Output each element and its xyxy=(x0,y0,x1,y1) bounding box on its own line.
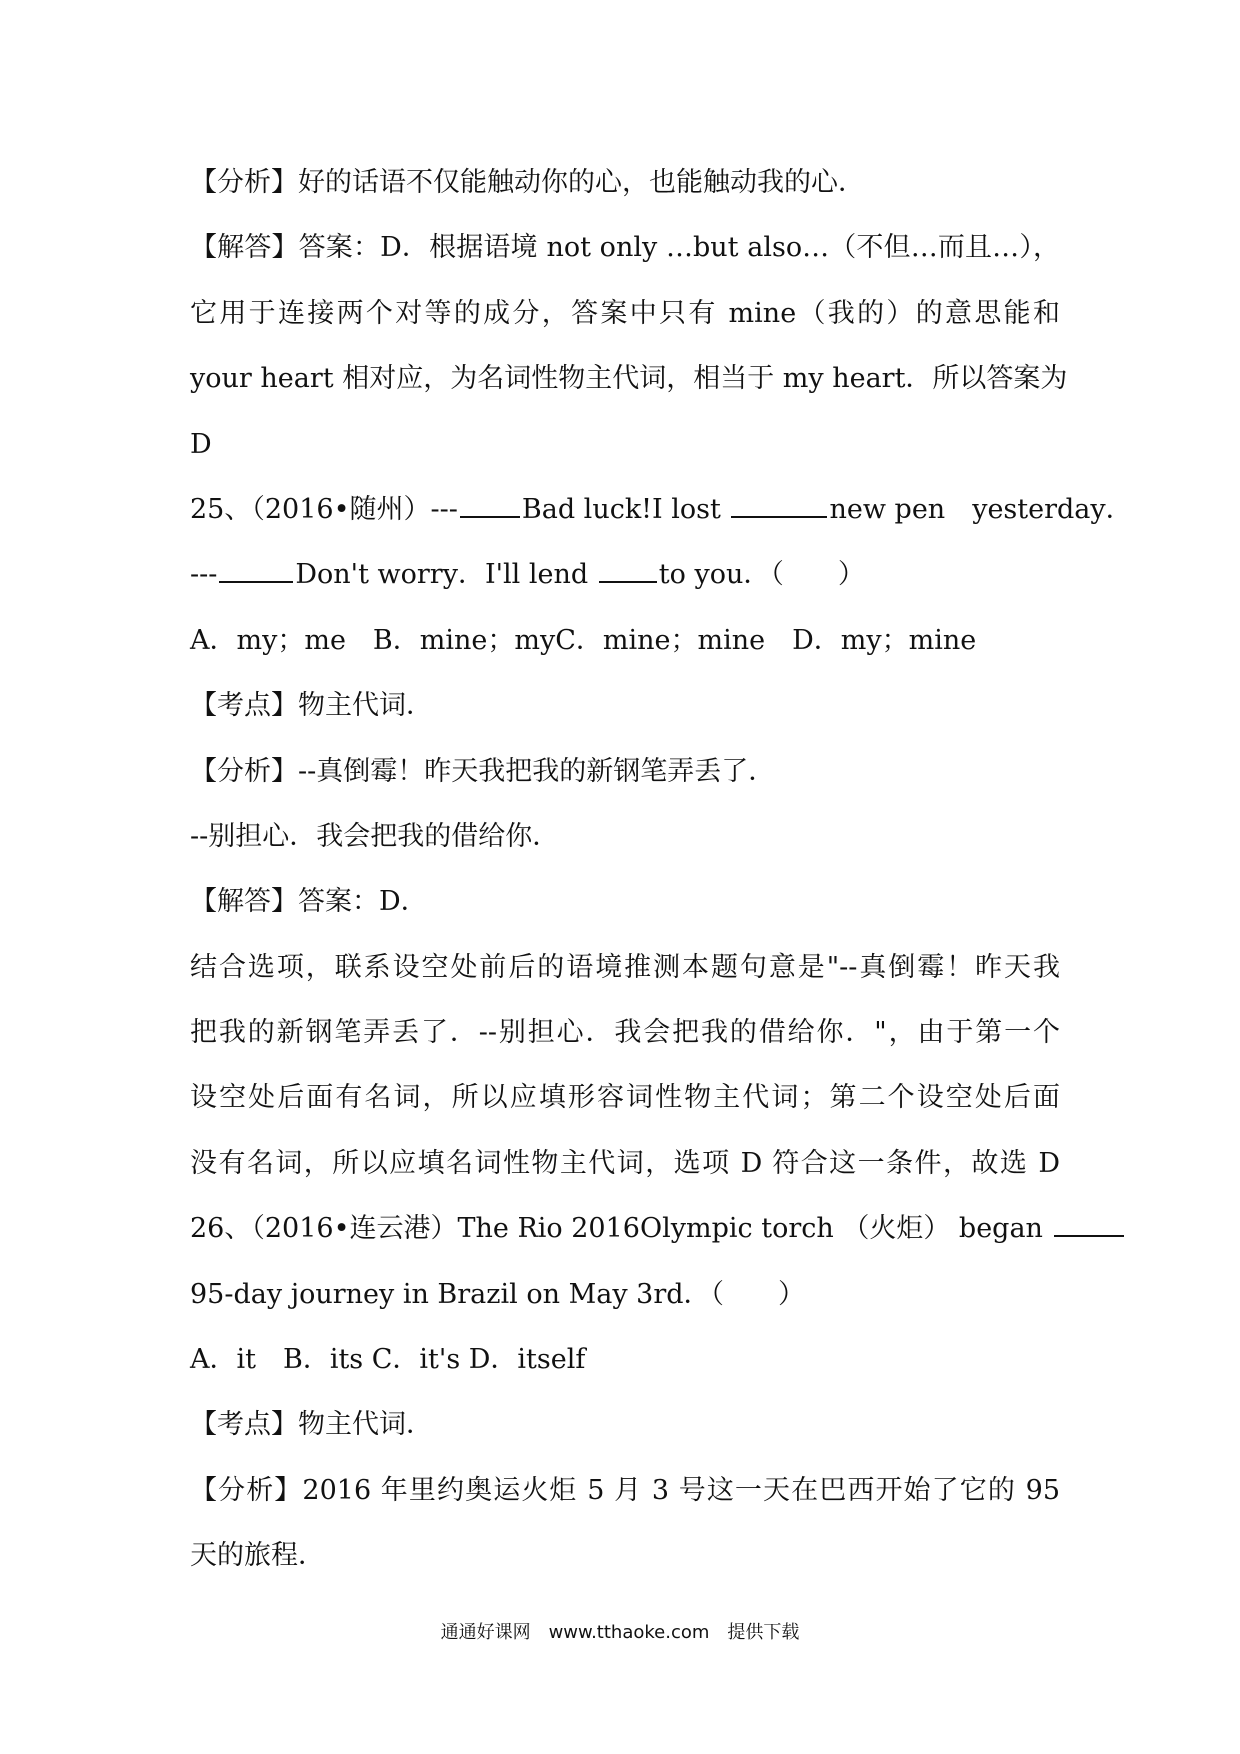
question-25-explanation: 结合选项，联系设空处前后的语境推测本题句意是"--真倒霉！昨天我 xyxy=(190,951,1060,983)
question-26-line-2: 95-day journey in Brazil on May 3rd．（ ） xyxy=(190,1278,806,1310)
question-25-answer: 【解答】答案：D． xyxy=(190,886,428,918)
question-26-analysis: 天的旅程． xyxy=(190,1540,325,1572)
question-25-line-2 xyxy=(190,542,1060,607)
blank-line xyxy=(1054,1213,1124,1237)
answer-line: 【解答】答案：D．根据语境 not only …but also…（不但…而且…）， xyxy=(190,232,1060,264)
analysis-line: 【分析】好的话语不仅能触动你的心，也能触动我的心． xyxy=(190,167,865,198)
question-25-point: 【考点】物主代词． xyxy=(190,690,433,722)
question-26-line-1 xyxy=(190,1196,1060,1261)
question-26-analysis: 【分析】2016 年里约奥运火炬 5 月 3 号这一天在巴西开始了它的 95 xyxy=(190,1474,1060,1506)
question-25-explanation: 没有名词，所以应填名词性物主代词，选项 D 符合这一条件，故选 D xyxy=(190,1147,1060,1179)
blank-line xyxy=(219,559,293,583)
question-text: to you．（ ） xyxy=(658,559,865,591)
blank-line xyxy=(460,494,520,518)
question-text: new pen yesterday． xyxy=(829,493,1133,525)
question-25-options: A．my；me B．mine；myC．mine；mine D．my；mine xyxy=(190,624,977,656)
question-25-analysis: 【分析】--真倒霉！昨天我把我的新钢笔弄丢了． xyxy=(190,755,776,787)
question-26-options: A．it B．its C．it's D．itself xyxy=(190,1344,586,1376)
question-text: Bad luck!I lost xyxy=(521,493,721,525)
question-25-number: 25、（2016•随州）--- xyxy=(190,493,458,525)
question-26-point: 【考点】物主代词． xyxy=(190,1409,433,1441)
question-25-line-1 xyxy=(190,477,1133,542)
question-25-explanation: 设空处后面有名词，所以应填形容词性物主代词；第二个设空处后面 xyxy=(190,1082,1060,1114)
blank-line xyxy=(599,559,657,583)
page-footer: 通通好课网 www.tthaoke.com 提供下载 xyxy=(440,1622,800,1643)
answer-line: your heart 相对应，为名词性物主代词，相当于 my heart．所以答案为 xyxy=(190,363,1068,395)
answer-line: D xyxy=(190,428,212,460)
question-text: --- xyxy=(190,559,218,591)
question-26-text: 26、（2016•连云港）The Rio 2016Olympic torch （火炬） began xyxy=(190,1213,1043,1245)
document-body xyxy=(190,150,1133,1589)
question-25-explanation: 把我的新钢笔弄丢了．--别担心．我会把我的借给你．"，由于第一个 xyxy=(190,1017,1060,1049)
question-text: Don't worry．I'll lend xyxy=(295,559,589,591)
answer-line: 它用于连接两个对等的成分，答案中只有 mine（我的）的意思能和 xyxy=(190,297,1060,329)
blank-line xyxy=(731,494,827,518)
question-25-analysis: --别担心．我会把我的借给你． xyxy=(190,820,560,852)
